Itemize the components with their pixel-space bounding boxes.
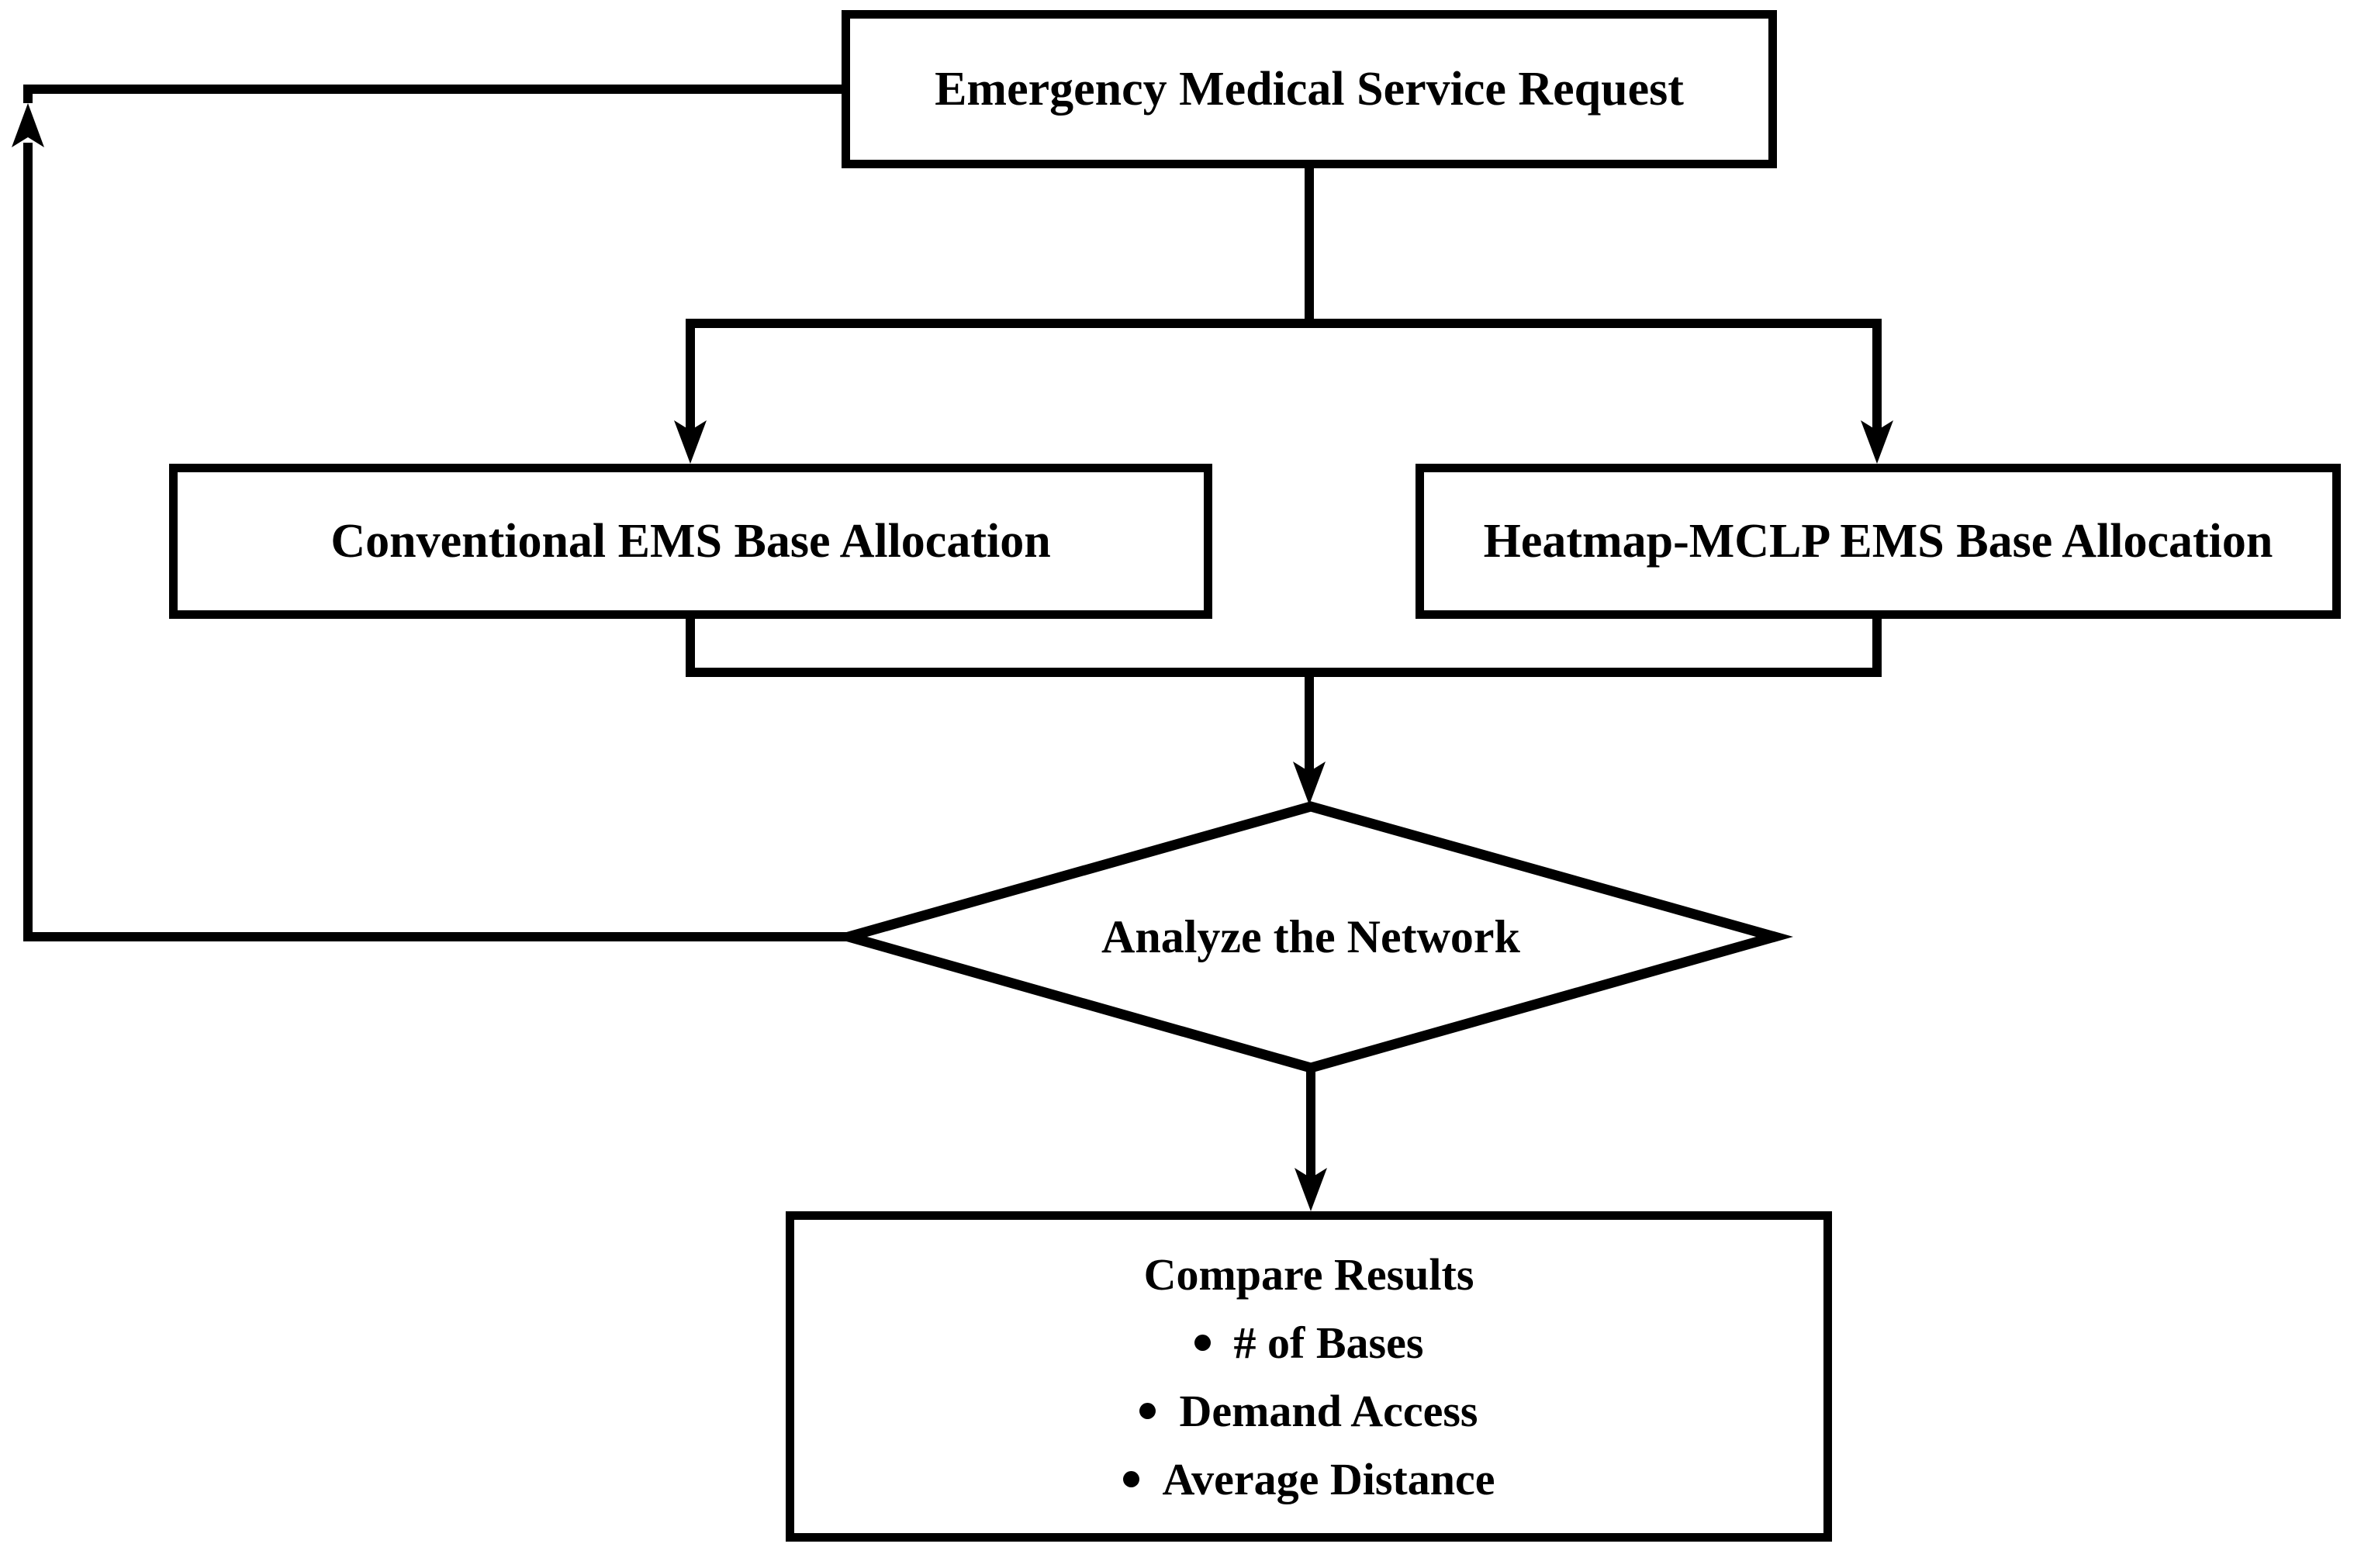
node-conventional-allocation <box>169 464 1212 619</box>
compare-bullet-item <box>1123 1445 1495 1513</box>
edge-feedback-top-run <box>28 89 842 103</box>
edge-merge-line <box>690 616 1877 672</box>
node-emergency-request-label: Emergency Medical Service Request <box>935 62 1684 116</box>
bullet-icon <box>1123 1471 1139 1487</box>
compare-bullet-item <box>1139 1376 1478 1445</box>
node-conventional-allocation-label: Conventional EMS Base Allocation <box>330 514 1051 568</box>
compare-bullet-label: Demand Access <box>1179 1385 1478 1436</box>
bullet-icon <box>1194 1335 1211 1351</box>
compare-bullet-item <box>1194 1308 1424 1376</box>
node-heatmap-mclp-allocation <box>1416 464 2341 619</box>
edge-split-line <box>690 323 1877 431</box>
node-heatmap-mclp-allocation-label: Heatmap-MCLP EMS Base Allocation <box>1483 514 2273 568</box>
node-analyze-decision-label: Analyze the Network <box>1101 910 1520 962</box>
compare-bullet-label: Average Distance <box>1162 1453 1495 1504</box>
compare-results-title: Compare Results <box>1143 1249 1474 1300</box>
compare-bullet-label: # of Bases <box>1233 1317 1424 1368</box>
bullet-icon <box>1139 1403 1156 1419</box>
node-emergency-request <box>842 10 1777 168</box>
arrowhead-feedback-up <box>12 103 44 147</box>
node-compare-results <box>786 1211 1832 1542</box>
